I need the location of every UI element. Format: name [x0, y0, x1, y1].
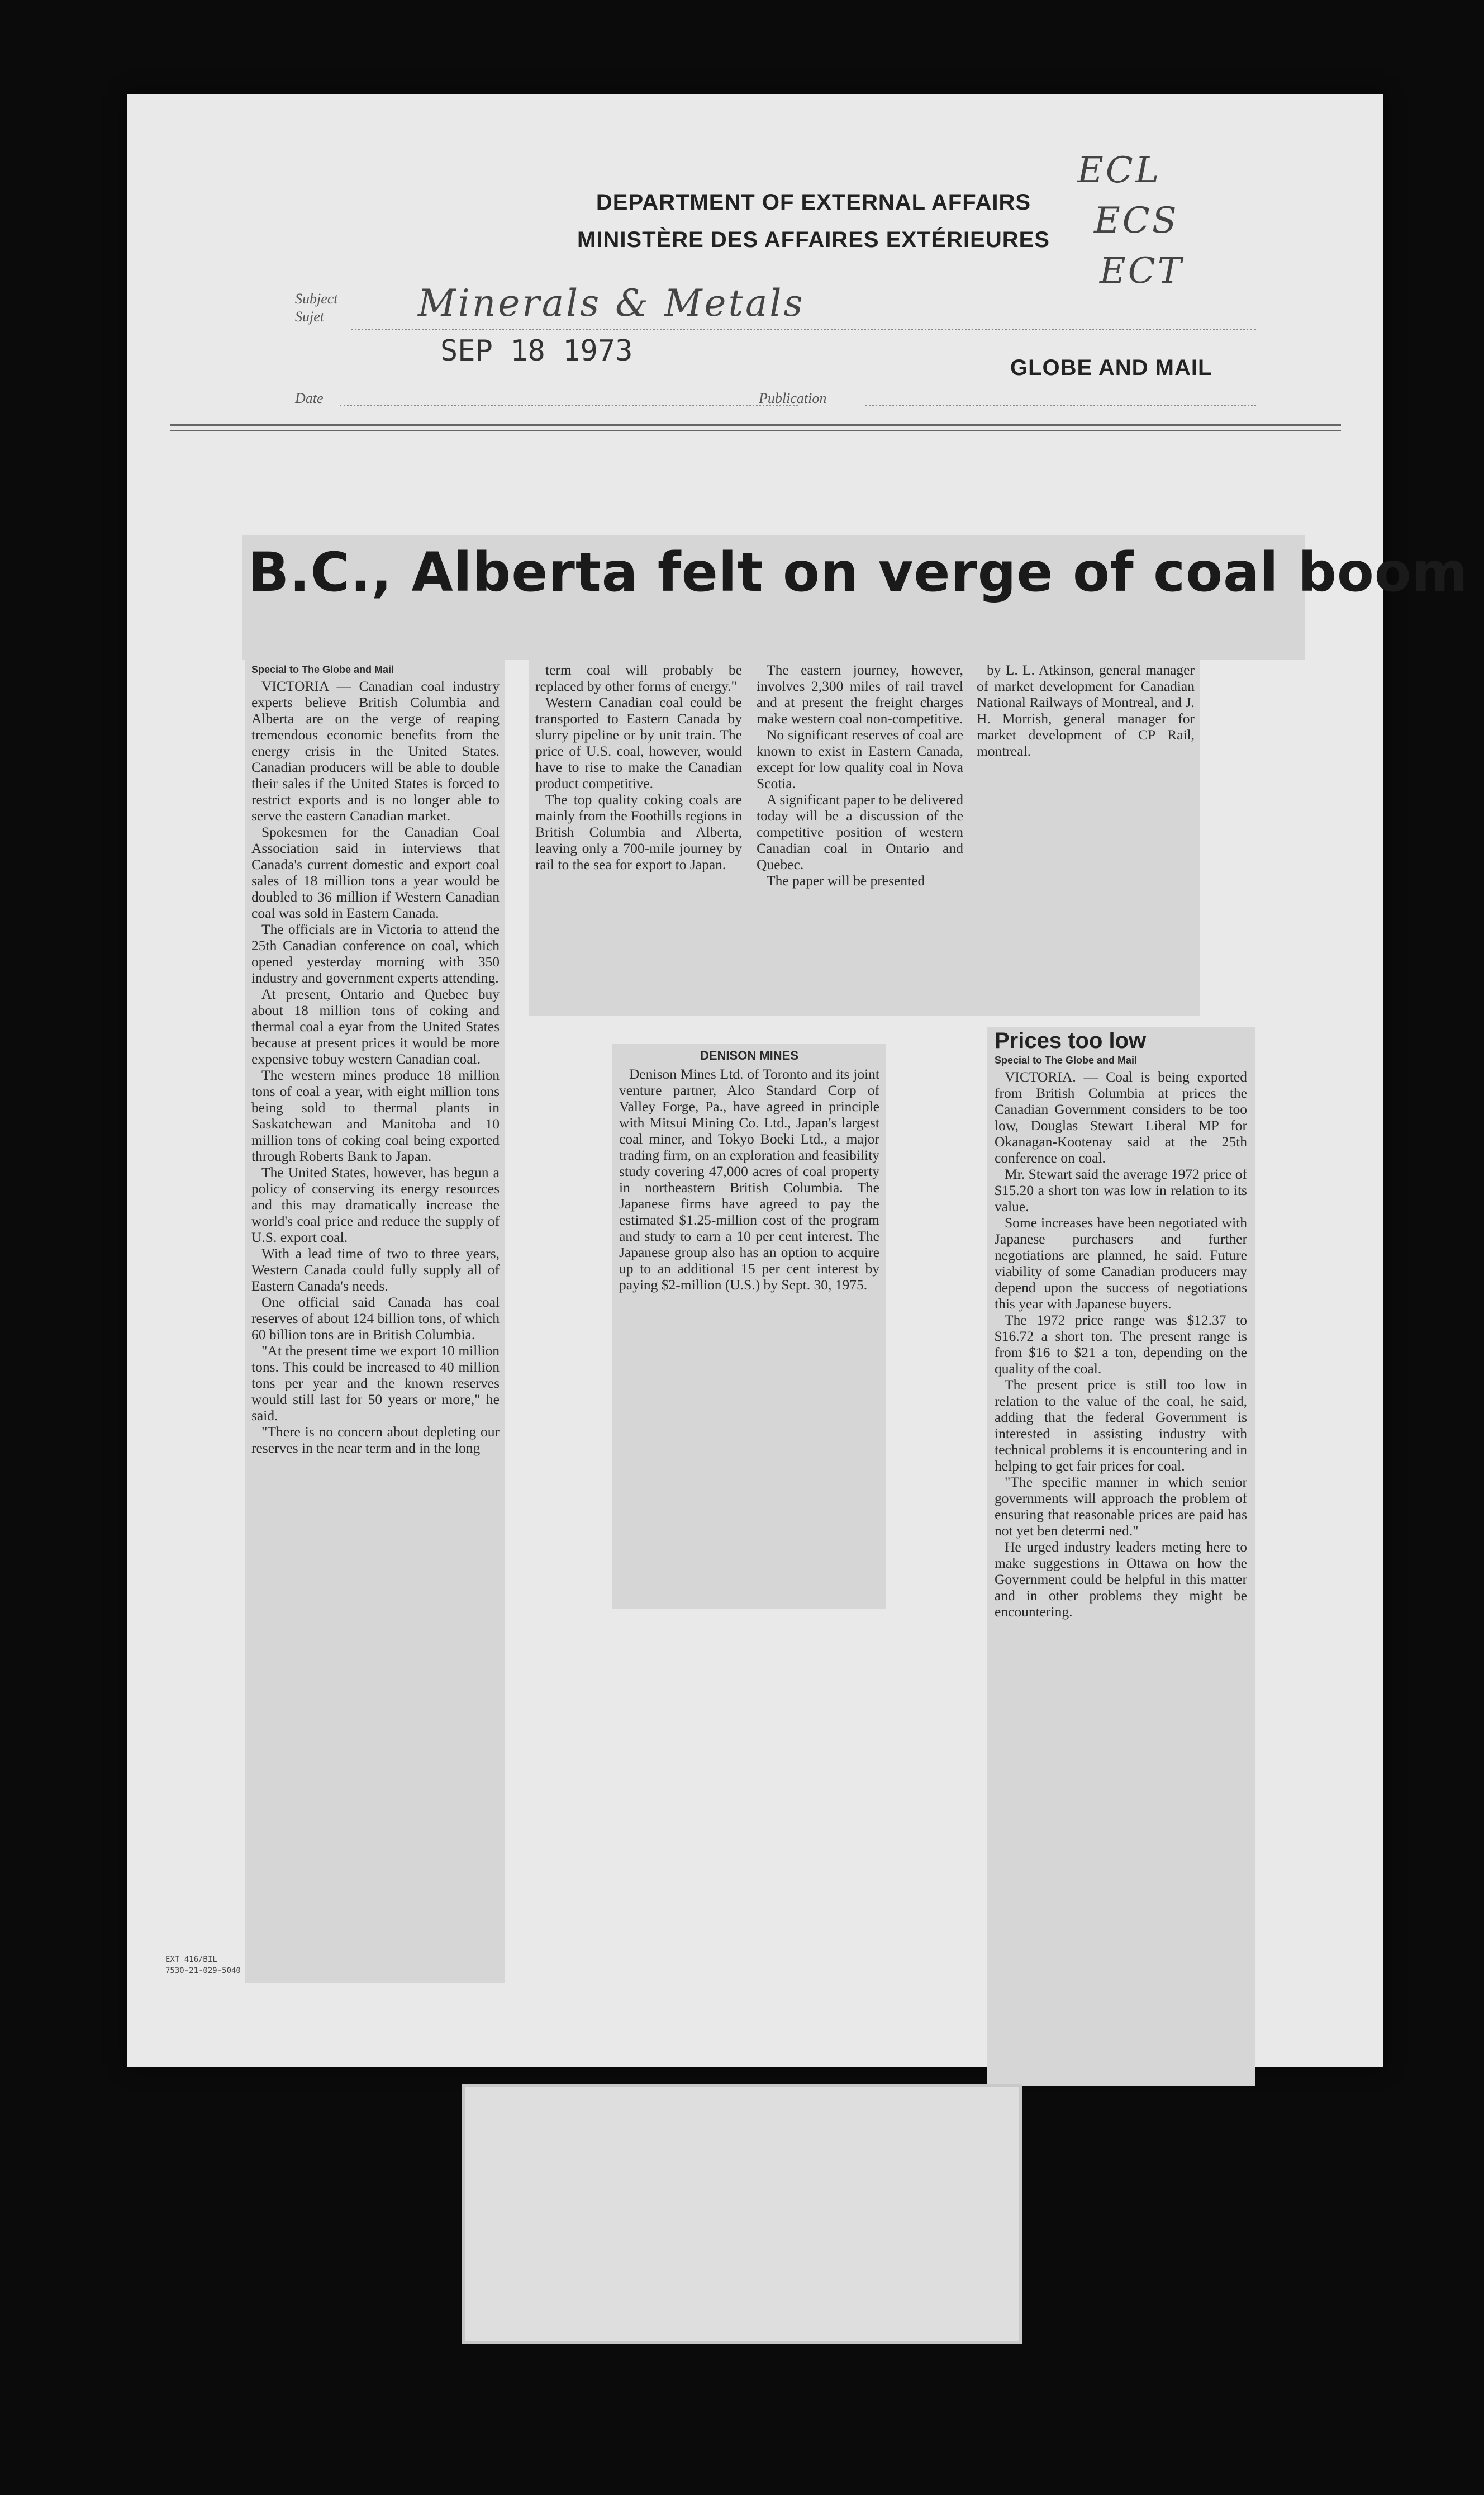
department-name-en: DEPARTMENT OF EXTERNAL AFFAIRS: [596, 190, 1031, 215]
article-paragraph: Western Canadian coal could be transported to Eastern Canada by slurry pipeline or by unit train. The price of U.S. coal, however, would have to rise to make the Canadian product competitive.: [535, 694, 742, 791]
subject-value: Minerals & Metals: [418, 282, 805, 325]
article-paragraph: The western mines produce 18 million tons of coal a year, with eight million tons being sold to thermal plants in Saskatchewan and Manitoba and 10 million tons of coking coal being exported through Roberts Bank to Japan.: [251, 1067, 500, 1164]
prices-too-low-item: [995, 1028, 1247, 1620]
subject-label-fr: Sujet: [295, 309, 324, 325]
article-paragraph: Spokesmen for the Canadian Coal Association said in interviews that Canada's current domestic and export coal sales of 18 million tons a year would be doubled to 36 million if Western Canadian coal was sold in Eastern Canada.: [251, 824, 500, 921]
denison-mines-item: [619, 1047, 879, 1293]
document-page: [127, 94, 1468, 2067]
prices-paragraph: Some increases have been negotiated with Japanese purchasers and further negotiations are planned, he said. Future viability of some Canadian producers may depend upon the success of negotiations this year with Japanese buyers.: [995, 1215, 1247, 1312]
prices-paragraph: He urged industry leaders meting here to make suggestions in Ottawa on how the Government could be helpful in this matter and in other problems they might be encountering.: [995, 1539, 1247, 1620]
article-column-2: [535, 662, 742, 872]
prices-paragraph: The 1972 price range was $12.37 to $16.72 a short ton. The present range is from $16 to $21 a ton, depending on the quality of the coal.: [995, 1312, 1247, 1377]
article-paragraph: The top quality coking coals are mainly from the Foothills regions in British Columbia and Alberta, leaving only a 700-mile journey by rail to the sea for export to Japan.: [535, 791, 742, 872]
publication-label: Publication: [759, 390, 827, 406]
article-paragraph: term coal will probably be replaced by other forms of energy.": [535, 662, 742, 694]
article-paragraph: The United States, however, has begun a policy of conserving its energy resources and this may dramatically increase the world's coal price and reduce the supply of U.S. export coal.: [251, 1164, 500, 1245]
initials-3: ECT: [1100, 250, 1184, 292]
article-byline: Special to The Globe and Mail: [251, 664, 394, 675]
initials-1: ECL: [1077, 150, 1162, 191]
article-paragraph: With a lead time of two to three years, Western Canada could fully supply all of Eastern Canada's needs.: [251, 1245, 500, 1294]
article-paragraph: The officials are in Victoria to attend the 25th Canadian conference on coal, which opened yesterday morning with 350 industry and government experts attending.: [251, 921, 500, 986]
article-paragraph: VICTORIA — Canadian coal industry experts believe British Columbia and Alberta are on the verge of reaping tremendous economic benefits from the energy crisis in the United States. Canadian producers will be able to double their sales if the United States is forced to restrict exports and is no longer able to serve the eastern Canadian market.: [251, 678, 500, 824]
prices-byline: Special to The Globe and Mail: [995, 1055, 1138, 1066]
article-paragraph: A significant paper to be delivered today will be a discussion of the competitive position of western Canadian coal in Ontario and Quebec.: [757, 791, 963, 872]
article-column-1: [251, 662, 500, 1456]
form-code: EXT 416/BIL 7530-21-029-5040: [165, 1955, 241, 1975]
subject-label: Subject: [295, 291, 338, 307]
date-label: Date: [295, 390, 324, 406]
article-paragraph: No significant reserves of coal are known to exist in Eastern Canada, except for low quality coal in Nova Scotia.: [757, 727, 963, 791]
department-header: [534, 190, 1093, 265]
prices-paragraph: Mr. Stewart said the average 1972 price of $15.20 a short ton was low in relation to its value.: [995, 1166, 1247, 1215]
article-column-3: [757, 662, 963, 889]
prices-heading: Prices too low: [995, 1028, 1147, 1053]
denison-heading: DENISON MINES: [700, 1049, 799, 1062]
article-column-4: [977, 662, 1195, 759]
denison-body: Denison Mines Ltd. of Toronto and its joint venture partner, Alco Standard Corp of Valley Forge, Pa., have agreed in principle with Mitsui Mining Co. Ltd., Japan's largest coal miner, and Tokyo Boeki Ltd., a major trading firm, on an exploration and feasibility study covering 47,000 acres of coal property in northeastern British Columbia. The Japanese firms have agreed to pay the estimated $1.25-million cost of the program and study to earn a 10 per cent interest. The Japanese group also has an option to acquire up to an additional 15 per cent interest by paying $2-million (U.S.) by Sept. 30, 1975.: [619, 1066, 879, 1293]
prices-paragraph: "The specific manner in which senior governments will approach the problem of ensuring that reasonable prices are paid has not yet ben determi ned.": [995, 1474, 1247, 1539]
article-paragraph: One official said Canada has coal reserves of about 124 billion tons, of which 60 billion tons are in British Columbia.: [251, 1294, 500, 1343]
prices-paragraph: VICTORIA. — Coal is being exported from British Columbia at prices the Canadian Government considers to be too low, Douglas Stewart Liberal MP for Okanagan-Kootenay said at the 25th conference on coal.: [995, 1069, 1247, 1166]
article-paragraph: The eastern journey, however, involves 2,300 miles of rail travel and at present the freight charges make western coal non-competitive.: [757, 662, 963, 727]
article-paragraph: "There is no concern about depleting our reserves in the near term and in the long: [251, 1424, 500, 1456]
article-paragraph: At present, Ontario and Quebec buy about 18 million tons of coking and thermal coal a eyar from the United States because at present prices it would be more expensive tobuy western Canadian coal.: [251, 986, 500, 1067]
prices-paragraph: The present price is still too low in relation to the value of the coal, he said, adding that the federal Government is interested in assisting industry with technical problems it is encountering and in helping to get fair prices for coal.: [995, 1377, 1247, 1474]
article-paragraph: by L. L. Atkinson, general manager of market development for Canadian National Railways of Montreal, and J. H. Morrish, general manager for market development of CP Rail, montreal.: [977, 662, 1195, 759]
initials-2: ECS: [1094, 200, 1179, 241]
department-name-fr: MINISTÈRE DES AFFAIRES EXTÉRIEURES: [577, 227, 1050, 252]
article-paragraph: "At the present time we export 10 million tons. This could be increased to 40 million tons per year and the known reserves would still last for 50 years or more," he said.: [251, 1343, 500, 1424]
article-paragraph: The paper will be presented: [767, 872, 925, 889]
article-headline: B.C., Alberta felt on verge of coal boom: [248, 541, 1468, 604]
date-stamp: SEP 18 1973: [440, 334, 633, 368]
mount-strip: [462, 2084, 1022, 2344]
publication-name: GLOBE AND MAIL: [1010, 355, 1212, 380]
